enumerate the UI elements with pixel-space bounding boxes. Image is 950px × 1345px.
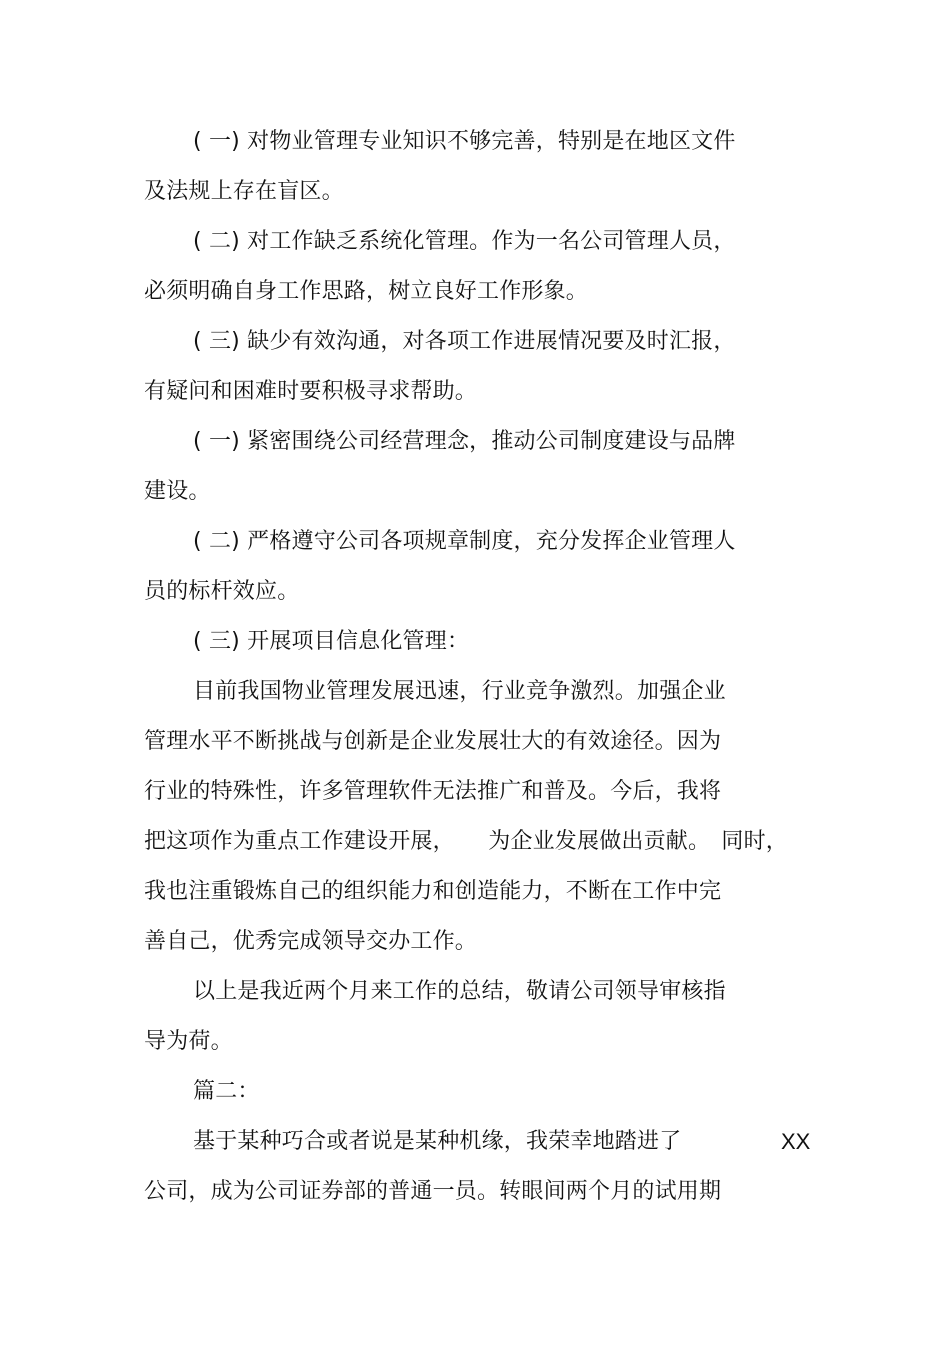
paragraph-line: ( 二) 对工作缺乏系统化管理。作为一名公司管理人员， (193, 229, 736, 254)
company-placeholder: XX (781, 1129, 811, 1154)
paragraph-line: 目前我国物业管理发展迅速，行业竞争激烈。加强企业 (193, 679, 726, 704)
paragraph-line: 及法规上存在盲区。 (144, 179, 344, 204)
paragraph-line: 建设。 (144, 479, 211, 504)
paragraph-line: 导为荷。 (144, 1029, 233, 1054)
paragraph-line: 把这项作为重点工作建设开展， 为企业发展做出贡献。 同时， (144, 829, 789, 854)
paragraph-line: 行业的特殊性，许多管理软件无法推广和普及。今后，我将 (144, 779, 722, 804)
paragraph-line: 有疑问和困难时要积极寻求帮助。 (144, 379, 478, 404)
paragraph-line: ( 三) 开展项目信息化管理： (193, 629, 470, 654)
paragraph-line: 善自己，优秀完成领导交办工作。 (144, 929, 478, 954)
paragraph-line: 基于某种巧合或者说是某种机缘，我荣幸地踏进了 (193, 1129, 682, 1154)
paragraph-line: ( 二) 严格遵守公司各项规章制度，充分发挥企业管理人 (193, 529, 736, 554)
paragraph-line: 我也注重锻炼自己的组织能力和创造能力，不断在工作中完 (144, 879, 722, 904)
paragraph-line: 员的标杆效应。 (144, 579, 300, 604)
paragraph-line: ( 三) 缺少有效沟通，对各项工作进展情况要及时汇报， (193, 329, 736, 354)
paragraph-line: ( 一) 对物业管理专业知识不够完善，特别是在地区文件 (193, 129, 736, 154)
section-heading: 篇二： (193, 1079, 260, 1104)
paragraph-line: 必须明确自身工作思路，树立良好工作形象。 (144, 279, 589, 304)
paragraph-line: 公司，成为公司证券部的普通一员。转眼间两个月的试用期 (144, 1179, 722, 1204)
paragraph-line: 以上是我近两个月来工作的总结，敬请公司领导审核指 (193, 979, 726, 1004)
paragraph-line: 管理水平不断挑战与创新是企业发展壮大的有效途径。因为 (144, 729, 722, 754)
paragraph-line: ( 一) 紧密围绕公司经营理念，推动公司制度建设与品牌 (193, 429, 736, 454)
